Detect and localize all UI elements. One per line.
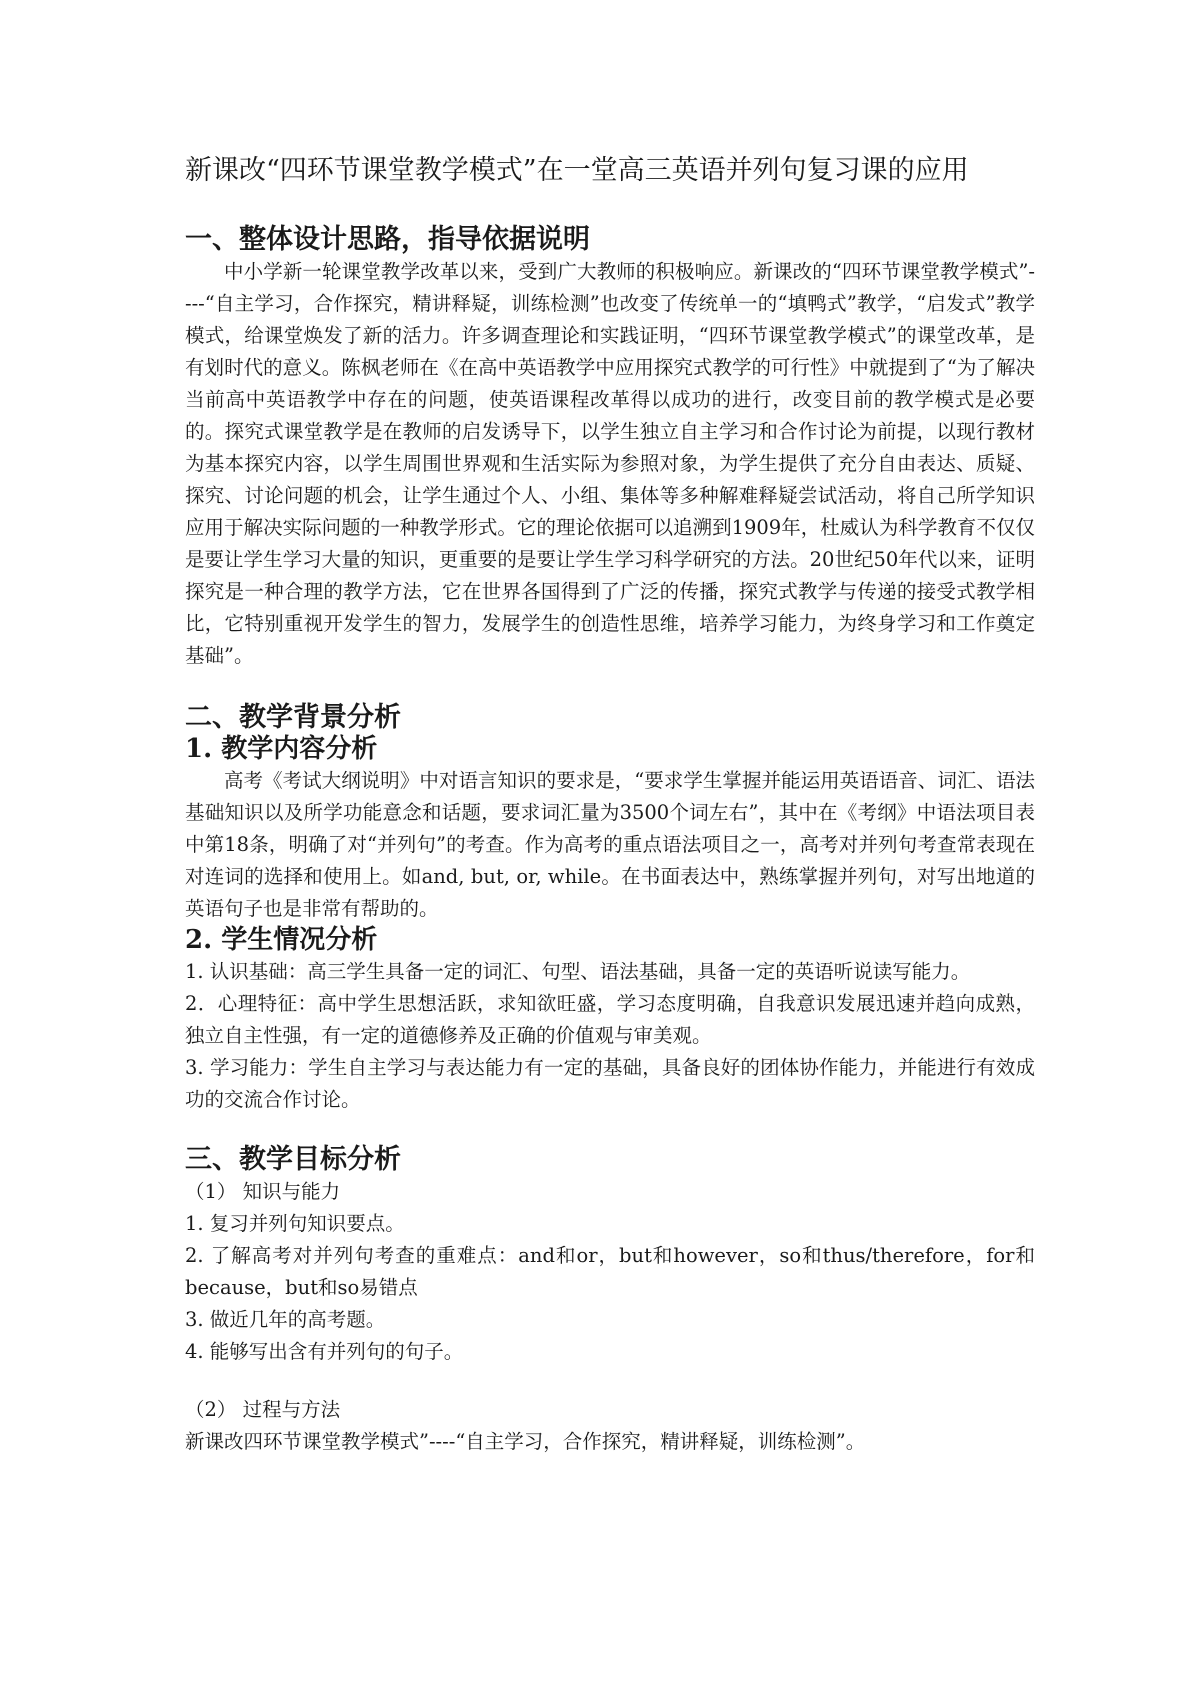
spacer bbox=[185, 1368, 1035, 1394]
section-heading-objectives: 三、教学目标分析 bbox=[185, 1144, 401, 1175]
subsection-heading-content: 1. 教学内容分析 bbox=[185, 734, 378, 764]
objective-part-label: （1） 知识与能力 bbox=[185, 1180, 341, 1203]
subsection-paragraph-content: 高考《考试大纲说明》中对语言知识的要求是，“要求学生掌握并能运用英语语音、词汇、语法基础知识以及所学功能意念和话题，要求词汇量为3500个词左右”，其中在《考纲》中语法项目表中第18条，明确了对“并列句”的考查。作为高考的重点语法项目之一，高考对并列句考查常表现在对连词的选择和使用上。如and, but, or, while。在书面表达中，熟练掌握并列句，对写出地道的英语句子也是非常有帮助的。 bbox=[185, 769, 1035, 920]
objective-part-label: （2） 过程与方法 bbox=[185, 1398, 341, 1421]
objective-part-text: 新课改四环节课堂教学模式”----“自主学习，合作探究，精讲释疑，训练检测”。 bbox=[185, 1430, 866, 1453]
list-item: 2．心理特征：高中学生思想活跃，求知欲旺盛，学习态度明确，自我意识发展迅速并趋向成熟，独立自主性强，有一定的道德修养及正确的价值观与审美观。 bbox=[185, 992, 1035, 1047]
spacer bbox=[185, 672, 1035, 702]
subsection-heading-students: 2. 学生情况分析 bbox=[185, 925, 378, 955]
section-heading-design: 一、整体设计思路，指导依据说明 bbox=[185, 224, 590, 255]
list-item: 1. 复习并列句知识要点。 bbox=[185, 1212, 405, 1235]
section-paragraph-design: 中小学新一轮课堂教学改革以来，受到广大教师的积极响应。新课改的“四环节课堂教学模式”----“自主学习，合作探究，精讲释疑，训练检测”也改变了传统单一的“填鸭式”教学，“启发式”教学模式，给课堂焕发了新的活力。许多调查理论和实践证明，“四环节课堂教学模式”的课堂改革，是有划时代的意义。陈枫老师在《在高中英语教学中应用探究式教学的可行性》中就提到了“为了解决当前高中英语教学中存在的问题，使英语课程改革得以成功的进行，改变目前的教学模式是必要的。探究式课堂教学是在教师的启发诱导下，以学生独立自主学习和合作讨论为前提，以现行教材为基本探究内容，以学生周围世界观和生活实际为参照对象，为学生提供了充分自由表达、质疑、探究、讨论问题的机会，让学生通过个人、小组、集体等多种解难释疑尝试活动，将自己所学知识应用于解决实际问题的一种教学形式。它的理论依据可以追溯到1909年，杜威认为科学教育不仅仅是要让学生学习大量的知识，更重要的是要让学生学习科学研究的方法。20世纪50年代以来，证明探究是一种合理的教学方法，它在世界各国得到了广泛的传播，探究式教学与传递的接受式教学相比，它特别重视开发学生的智力，发展学生的创造性思维，培养学习能力，为终身学习和工作奠定基础”。 bbox=[185, 260, 1035, 667]
list-item: 3. 学习能力：学生自主学习与表达能力有一定的基础，具备良好的团体协作能力，并能进行有效成功的交流合作讨论。 bbox=[185, 1056, 1035, 1111]
list-item: 3. 做近几年的高考题。 bbox=[185, 1308, 386, 1331]
section-heading-background: 二、教学背景分析 bbox=[185, 702, 401, 733]
document-page bbox=[185, 152, 1035, 1458]
list-item: 4. 能够写出含有并列句的句子。 bbox=[185, 1340, 464, 1363]
list-item: 1. 认识基础：高三学生具备一定的词汇、句型、语法基础，具备一定的英语听说读写能力。 bbox=[185, 960, 971, 983]
document-title: 新课改“四环节课堂教学模式”在一堂高三英语并列句复习课的应用 bbox=[185, 155, 969, 186]
list-item: 2. 了解高考对并列句考查的重难点：and和or，but和however，so和thus/therefore，for和because，but和so易错点 bbox=[185, 1244, 1035, 1299]
spacer bbox=[185, 1116, 1035, 1144]
